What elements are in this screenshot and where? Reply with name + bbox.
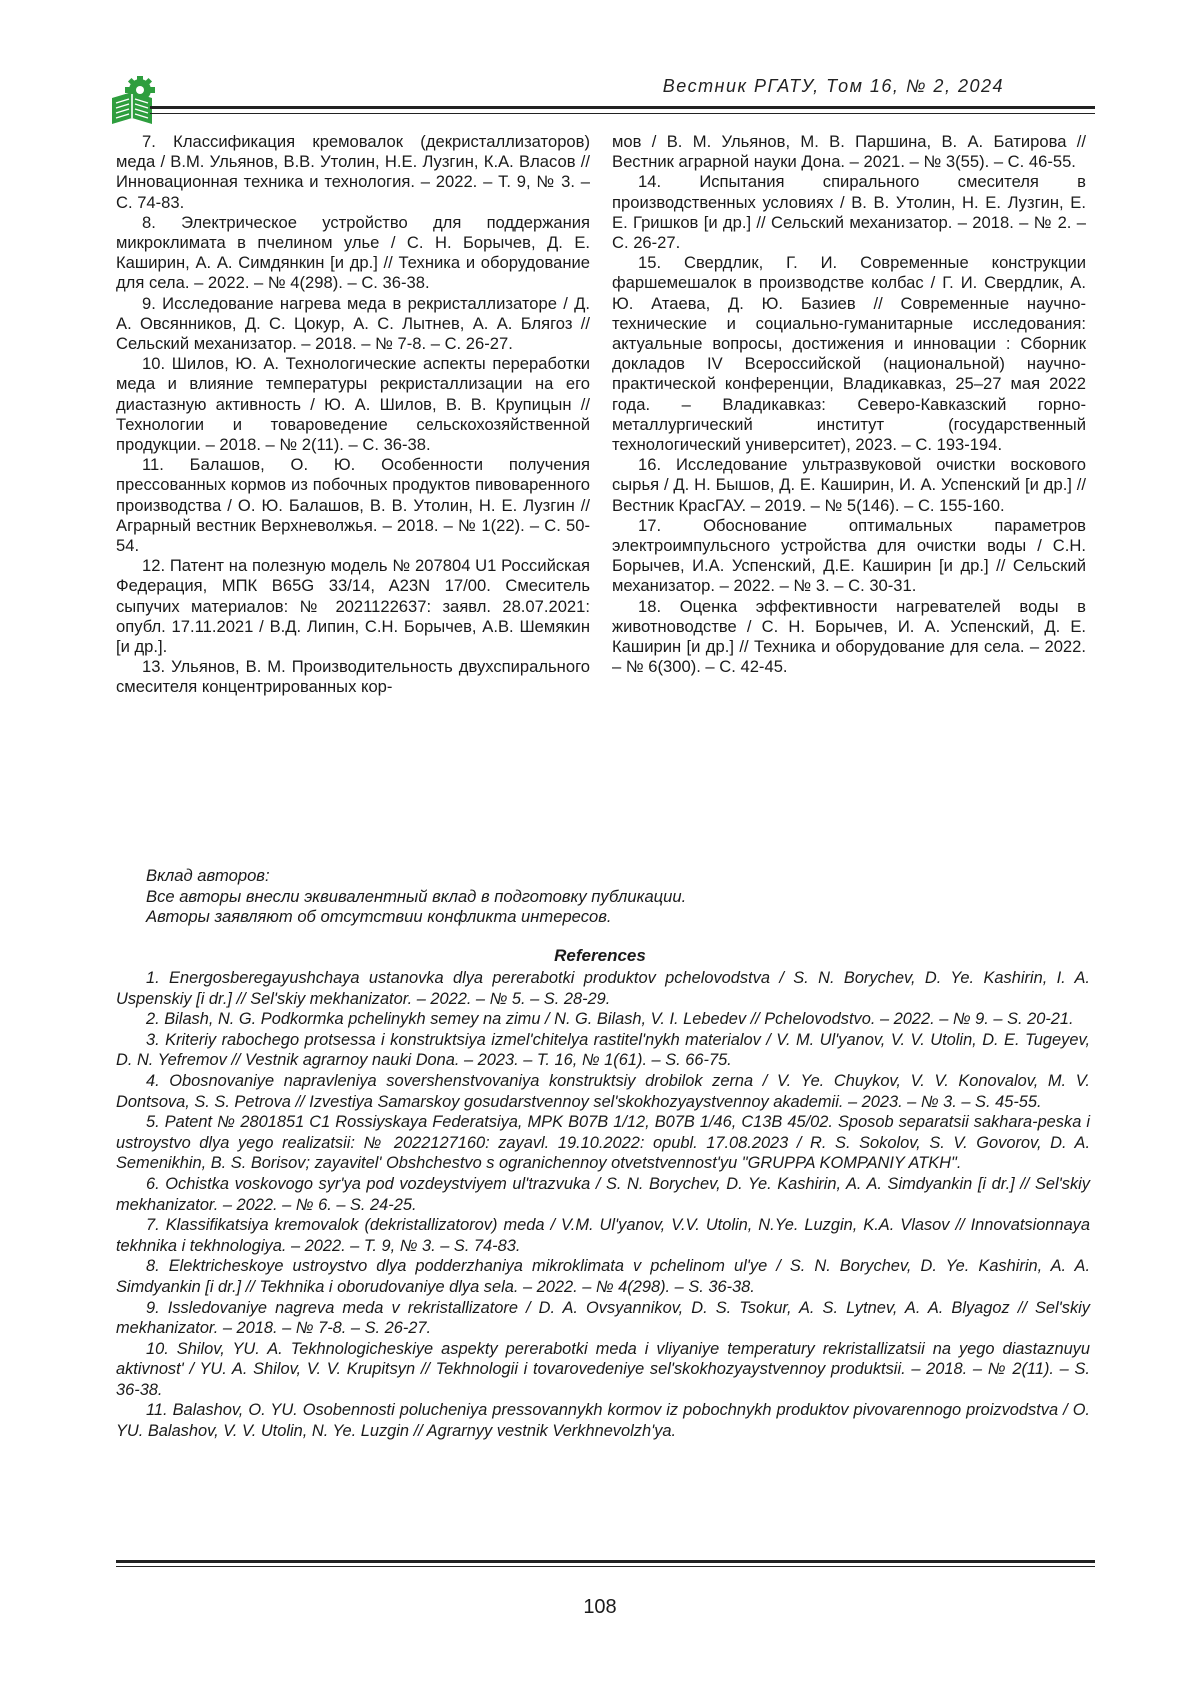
reference-item: 5. Patent № 2801851 C1 Rossiyskaya Federatsiya, MPK B07B 1/12, B07B 1/46, C13B 45/02. Sposob separatsii sakhara-peska i ustroystvo dlya yego realizatsii: № 2022127160: zayavl. 19.10.2022: opubl. 17.08.2023 / R. S. Sokolov, S. V. Govorov, D. A. Semenikhin, B. S. Borisov; zayavitel' Obshchestvo s ogranichennoy otvetstvennost'yu "GRUPPA KOMPANIY ATKH".: [116, 1113, 1090, 1173]
list-item: 8. Электрическое устройство для поддержания микроклимата в пчелином улье / С. Н. Борычев, Д. Е. Каширин, А. А. Симдянкин [и др.] // Техника и оборудование для села. – 2022. – № 4(298). – С. 36-38.: [116, 212, 590, 293]
list-item: 13. Ульянов, В. М. Производительность двухспирального смесителя концентрированных кор-: [116, 657, 590, 697]
reference-item: 10. Shilov, YU. A. Tekhnologicheskiye aspekty pererabotki meda i vliyaniye temperatury rekristallizatsii na yego diastaznuyu aktivnost' / YU. A. Shilov, V. V. Krupitsyn // Tekhnologii i tovarovedeniye sel'skokhozyaystvennoy produktsii. – 2018. – № 2(11). – S. 36-38.: [116, 1339, 1090, 1399]
header-rule: [150, 106, 1095, 109]
list-item: 16. Исследование ультразвуковой очистки воскового сырья / Д. Н. Бышов, Д. Е. Каширин, И. А. Успенский [и др.] // Вестник КрасГАУ. – 2019. – № 5(146). – С. 155-160.: [612, 455, 1086, 515]
list-item: 17. Обоснование оптимальных параметров электроимпульсного устройства для очистки воды / С.Н. Борычев, И.А. Успенский, Д.Е. Каширин [и др.] // Сельский механизатор. – 2022. – № 3. – С. 30-31.: [612, 515, 1086, 596]
page-number: 108: [583, 1596, 617, 1618]
footer-rule-thin: [116, 1566, 1095, 1567]
references-list: [116, 968, 1090, 1442]
list-item: 15. Свердлик, Г. И. Современные конструкции фаршемешалок в производстве колбас / Г. И. Свердлик, А. Ю. Атаева, Д. Ю. Базиев // Современные научно-технические и социально-гуманитарные исследования: актуальные вопросы, достижения и инновации : Сборник докладов IV Всероссийской (национальной) научно-практической конференции, Владикавказ, 25–27 мая 2022 года. – Владикавказ: Северо-Кавказский горно-металлургический институт (государственный технологический университет), 2023. – С. 193-194.: [612, 253, 1086, 455]
contribution-statement: Все авторы внесли эквивалентный вклад в подготовку публикации.: [146, 886, 687, 906]
reference-item: 4. Obosnovaniye napravleniya sovershenstvovaniya konstruktsiy drobilok zerna / V. Ye. Chuykov, V. V. Konovalov, M. V. Dontsova, S. S. Petrova // Izvestiya Samarskoy gosudarstvennoy sel'skokhozyaystvennoy akademii. – 2023. – № 3. – S. 45-55.: [116, 1071, 1090, 1111]
conflict-statement: Авторы заявляют об отсутствии конфликта интересов.: [146, 907, 612, 927]
contribution-heading: Вклад авторов:: [146, 866, 270, 885]
journal-title: Вестник РГАТУ, Том 16, № 2, 2024: [662, 76, 1004, 96]
list-item: 14. Испытания спирального смесителя в производственных условиях / В. В. Утолин, Н. Е. Лузгин, Е. Е. Гришков [и др.] // Сельский механизатор. – 2018. – № 2. – С. 26-27.: [612, 172, 1086, 253]
reference-item: 2. Bilash, N. G. Podkormka pchelinykh semey na zimu / N. G. Bilash, V. I. Lebedev // Pchelovodstvo. – 2022. – № 9. – S. 20-21.: [146, 1010, 1074, 1029]
reference-item: 9. Issledovaniye nagreva meda v rekristallizatore / D. A. Ovsyannikov, D. S. Tsokur, A. S. Lytnev, A. A. Blyagoz // Sel'skiy mekhanizator. – 2018. – № 7-8. – S. 26-27.: [116, 1298, 1090, 1338]
reference-item: 11. Balashov, O. YU. Osobennosti polucheniya pressovannykh kormov iz pobochnykh produktov pivovarennogo proizvodstva / O. YU. Balashov, V. V. Utolin, N. Ye. Luzgin // Agrarnyy vestnik Verkhnevolzh'ya.: [116, 1401, 1090, 1441]
reference-item: 7. Klassifikatsiya kremovalok (dekristallizatorov) meda / V.M. Ul'yanov, V.V. Utolin, N.Ye. Luzgin, K.A. Vlasov // Innovatsionnaya tekhnika i tekhnologiya. – 2022. – T. 9, № 3. – S. 74-83.: [116, 1216, 1090, 1255]
left-column: [116, 132, 590, 698]
list-item: 11. Балашов, О. Ю. Особенности получения прессованных кормов из побочных продуктов пивоваренного производства / О. Ю. Балашов, В. В. Утолин, Н. Е. Лузгин // Аграрный вестник Верхневолжья. – 2018. – № 1(22). – С. 50-54.: [116, 455, 590, 556]
list-item: 9. Исследование нагрева меда в рекристаллизаторе / Д. А. Овсянников, Д. С. Цокур, А. С. Лытнев, А. А. Блягоз // Сельский механизатор. – 2018. – № 7-8. – С. 26-27.: [116, 293, 590, 354]
book-gear-logo-icon: [110, 76, 158, 126]
authors-contribution: [146, 866, 1046, 928]
reference-item: 6. Ochistka voskovogo syr'ya pod vozdeystviyem ul'trazvuka / S. N. Borychev, D. Ye. Kashirin, A. A. Simdyankin [i dr.] // Sel'skiy mekhanizator. – 2022. – № 6. – S. 24-25.: [116, 1174, 1090, 1214]
reference-item: 8. Elektricheskoye ustroystvo dlya podderzhaniya mikroklimata v pchelinom ul'ye / S. N. Borychev, D. Ye. Kashirin, A. A. Simdyankin [i dr.] // Tekhnika i oborudovaniye dlya sela. – 2022. – № 4(298). – S. 36-38.: [116, 1257, 1090, 1296]
reference-item: 1. Energosberegayushchaya ustanovka dlya pererabotki produktov pchelovodstva / S. N. Borychev, D. Ye. Kashirin, I. A. Uspenskiy [i dr.] // Sel'skiy mekhanizator. – 2022. – № 5. – S. 28-29.: [116, 969, 1090, 1008]
header-rule-thin: [150, 113, 1095, 114]
right-column: [612, 132, 1086, 677]
reference-item: 3. Kriteriy rabochego protsessa i konstruktsiya izmel'chitelya rastitel'nykh materialov / V. M. Ul'yanov, V. V. Utolin, D. E. Tugeyev, D. N. Yefremov // Vestnik agrarnoy nauki Dona. – 2023. – T. 16, № 1(61). – S. 66-75.: [116, 1030, 1090, 1070]
list-item-continuation: мов / В. М. Ульянов, М. В. Паршина, В. А. Батирова // Вестник аграрной науки Дона. – 2021. – № 3(55). – С. 46-55.: [612, 132, 1086, 172]
list-item: 10. Шилов, Ю. А. Технологические аспекты переработки меда и влияние температуры рекристаллизации на его диастазную активность / Ю. А. Шилов, В. В. Крупицын // Технологии и товароведение сельскохозяйственной продукции. – 2018. – № 2(11). – С. 36-38.: [116, 354, 590, 455]
footer-rule: [116, 1560, 1095, 1563]
list-item: 12. Патент на полезную модель № 207804 U1 Российская Федерация, МПК B65G 33/14, A23N 17/00. Смеситель сыпучих материалов: № 2021122637: заявл. 28.07.2021: опубл. 17.11.2021 / В.Д. Липин, С.Н. Борычев, А.В. Шемякин [и др.].: [116, 556, 590, 657]
references-heading: References: [554, 946, 646, 965]
list-item: 18. Оценка эффективности нагревателей воды в животноводстве / С. Н. Борычев, И. А. Успенский, Д. Е. Каширин [и др.] // Техника и оборудование для села. – 2022. – № 6(300). – С. 42-45.: [612, 596, 1086, 677]
list-item: 7. Классификация кремовалок (декристаллизаторов) меда / В.М. Ульянов, В.В. Утолин, Н.Е. Лузгин, К.А. Власов // Инновационная техника и технология. – 2022. – Т. 9, № 3. – С. 74-83.: [116, 132, 590, 212]
